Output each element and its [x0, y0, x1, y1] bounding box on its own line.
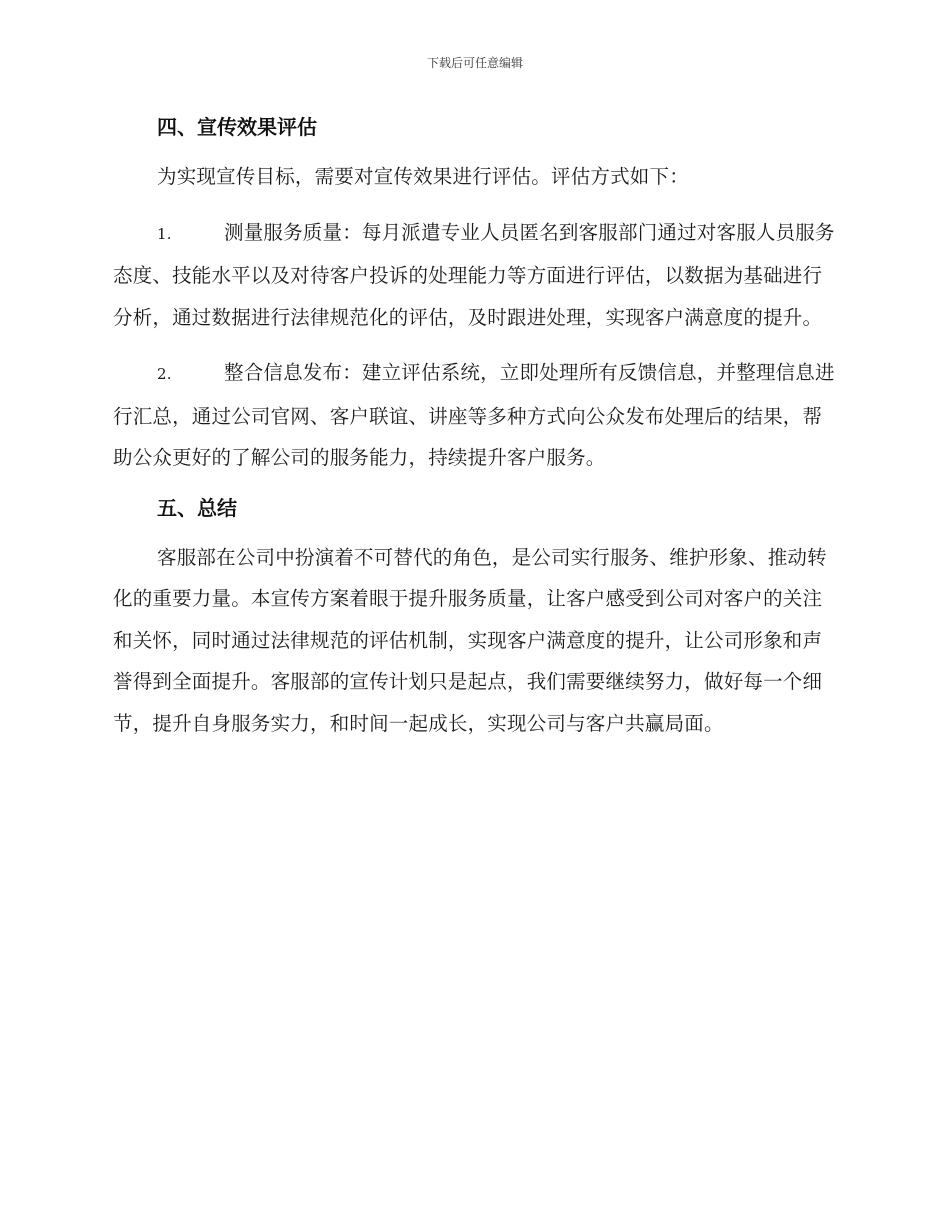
list-item	[113, 352, 835, 479]
section-heading-evaluation: 四、宣传效果评估	[157, 115, 317, 139]
list-item	[113, 212, 835, 339]
evaluation-intro-paragraph: 为实现宣传目标，需要对宣传效果进行评估。评估方式如下：	[157, 165, 689, 188]
list-item-number: 2.	[157, 365, 172, 383]
list-item-text: 测量服务质量：每月派遣专业人员匿名到客服部门通过对客服人员服务态度、技能水平以及对待客户投诉的处理能力等方面进行评估，以数据为基础进行分析，通过数据进行法律规范化的评估，及时跟进处理，实现客户满意度的提升。	[113, 220, 835, 329]
summary-paragraph: 客服部在公司中扮演着不可替代的角色，是公司实行服务、维护形象、推动转化的重要力量。本宣传方案着眼于提升服务质量，让客户感受到公司对客户的关注和关怀，同时通过法律规范的评估机制，实现客户满意度的提升，让公司形象和声誉得到全面提升。客服部的宣传计划只是起点，我们需要继续努力，做好每一个细节，提升自身服务实力，和时间一起成长，实现公司与客户共赢局面。	[113, 545, 827, 735]
section-heading-summary: 五、总结	[157, 495, 237, 520]
list-item-number: 1.	[157, 224, 172, 243]
page-header: 下载后可任意编辑	[426, 56, 523, 70]
document-body	[113, 110, 835, 744]
list-item-text: 整合信息发布：建立评估系统，立即处理所有反馈信息，并整理信息进行汇总，通过公司官网、客户联谊、讲座等多种方式向公众发布处理后的结果，帮助公众更好的了解公司的服务能力，持续提升客户服务。	[113, 361, 835, 469]
